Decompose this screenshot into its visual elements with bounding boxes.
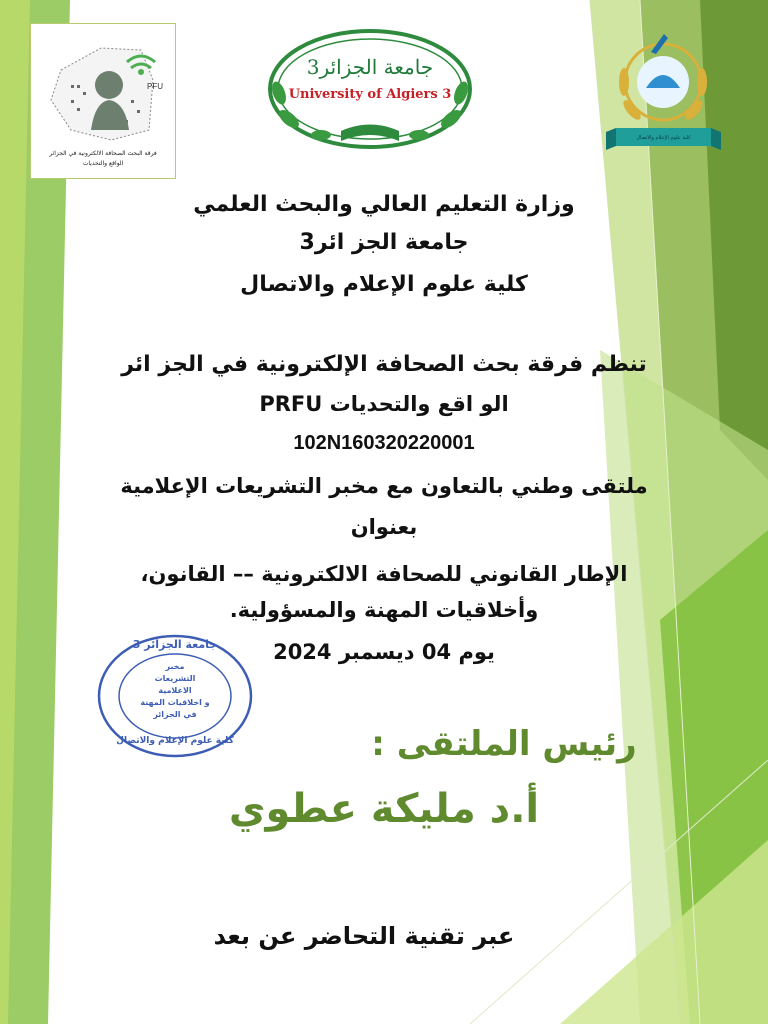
- faculty-ribbon-text: كلية علوم الإعلام والاتصال: [636, 135, 691, 141]
- logo-caption-line1: فرقة البحث الصحافة الالكترونية في الجزائر: [49, 150, 157, 157]
- event-type-line: ملتقى وطني بالتعاون مع مخبر التشريعات الإعلامية: [120, 474, 648, 498]
- president-name: أ.د مليكة عطوي: [228, 786, 540, 832]
- official-stamp: [95, 632, 255, 760]
- event-date: يوم 04 ديسمبر 2024: [273, 640, 495, 664]
- project-code: 102N160320220001: [293, 432, 475, 454]
- event-title-line1: الإطار القانوني للصحافة الالكترونية –– القانون،: [140, 562, 628, 586]
- team-subtitle-line: الو اقع والتحديات PRFU: [259, 392, 509, 416]
- stamp-line1: مخبر: [165, 662, 185, 671]
- stamp-line3: الاعلامية: [158, 686, 192, 695]
- stamp-line2: التشريعات: [154, 674, 196, 683]
- title-label: بعنوان: [350, 515, 418, 539]
- stamp-line4: و اخلاقيات المهنة: [140, 698, 210, 707]
- president-label: رئيس الملتقى :: [371, 724, 637, 764]
- university-line: جامعة الجز ائر3: [299, 230, 469, 255]
- university-name-english: University of Algiers 3: [288, 87, 452, 102]
- stamp-line5: في الجزائر: [153, 710, 197, 719]
- faculty-logo: [606, 22, 721, 154]
- faculty-line: كلية علوم الإعلام والاتصال: [240, 272, 528, 297]
- research-team-logo: [30, 23, 176, 179]
- university-name-arabic: جامعة الجزائر3: [306, 55, 434, 79]
- event-title-line2: وأخلاقيات المهنة والمسؤولية.: [229, 598, 539, 622]
- university-logo: [261, 23, 479, 153]
- pfu-label: PFU: [147, 82, 163, 91]
- organizer-line: تنظم فرقة بحث الصحافة الإلكترونية في الجز ائر: [121, 352, 647, 377]
- stamp-outer-text: جامعة الجزائر 3: [132, 638, 218, 651]
- logo-caption-line2: الواقع والتحديات: [82, 160, 124, 167]
- stamp-bottom-text: كلية علوم الإعلام والاتصال: [116, 736, 234, 746]
- delivery-mode: عبر تقنية التحاضر عن بعد: [213, 922, 515, 950]
- ministry-line: وزارة التعليم العالي والبحث العلمي: [193, 192, 575, 217]
